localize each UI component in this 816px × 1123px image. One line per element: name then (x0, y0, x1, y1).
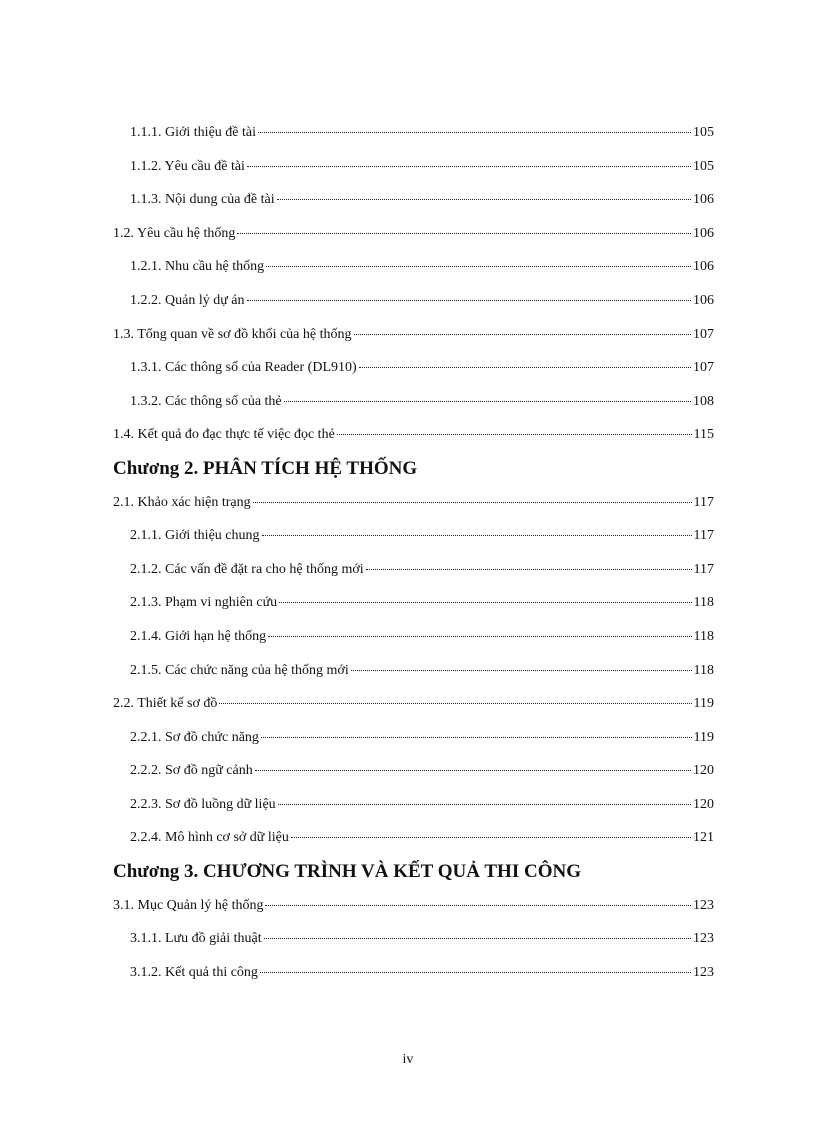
dot-leader (219, 703, 691, 704)
toc-entry-page: 119 (693, 729, 714, 745)
toc-entry-title: 2.2. Thiết kế sơ đồ (113, 696, 218, 712)
toc-entry-page: 106 (693, 225, 714, 241)
dot-leader (247, 166, 691, 167)
dot-leader (266, 266, 691, 267)
dot-leader (255, 770, 691, 771)
dot-leader (237, 233, 691, 234)
toc-entry (113, 687, 714, 721)
dot-leader (366, 569, 692, 570)
toc-entry-title: 1.2.1. Nhu cầu hệ thống (130, 259, 265, 275)
toc-entry (113, 721, 714, 755)
toc-entry-page: 119 (693, 696, 714, 712)
toc-entry (113, 116, 714, 150)
toc-entry-title: 2.1.4. Giới hạn hệ thống (130, 628, 267, 644)
toc-entry-title: 1.1.2. Yêu cầu đề tài (130, 158, 245, 174)
toc-entry-page: 106 (693, 192, 714, 208)
dot-leader (268, 636, 691, 637)
dot-leader (260, 972, 691, 973)
toc-entry-page: 108 (693, 393, 714, 409)
table-of-contents (113, 116, 714, 989)
page-number: iv (402, 1052, 414, 1067)
toc-entry (113, 519, 714, 553)
toc-entry-page: 117 (693, 528, 714, 544)
toc-entry-page: 118 (693, 595, 714, 611)
toc-entry-title: 2.1. Khảo xác hiện trạng (113, 494, 251, 510)
toc-entry (113, 754, 714, 788)
toc-entry-title: 2.1.2. Các vấn đề đặt ra cho hệ thống mới (130, 561, 364, 577)
toc-entry-page: 117 (693, 561, 714, 577)
toc-entry-page: 105 (693, 125, 714, 140)
toc-entry-page: 121 (693, 830, 714, 846)
toc-entry (113, 486, 714, 520)
toc-entry (113, 183, 714, 217)
dot-leader (351, 670, 692, 671)
toc-entry-page: 123 (693, 964, 714, 980)
dot-leader (359, 367, 691, 368)
toc-entry-page: 118 (693, 662, 714, 678)
toc-entry-title: 2.1.3. Phạm vi nghiên cứu (130, 595, 278, 611)
toc-entry (113, 889, 714, 923)
toc-entry-title: 2.1.5. Các chức năng của hệ thống mới (130, 662, 349, 678)
dot-leader (284, 401, 691, 402)
toc-entry (113, 250, 714, 284)
toc-entry-page: 106 (693, 292, 714, 308)
toc-entry-title: 1.3. Tổng quan về sơ đồ khối của hệ thống (113, 326, 352, 342)
toc-entry-title: 1.4. Kết quả đo đạc thực tế việc đọc thẻ (113, 427, 335, 443)
toc-entry (113, 217, 714, 251)
toc-entry-page: 120 (693, 763, 714, 779)
toc-entry-title: 2.2.3. Sơ đồ luồng dữ liệu (130, 796, 276, 812)
toc-entry-title: 1.2. Yêu cầu hệ thống (113, 225, 236, 241)
toc-entry-title: 3.1.1. Lưu đồ giải thuật (130, 931, 262, 947)
toc-entry (113, 821, 714, 855)
toc-entry (113, 922, 714, 956)
toc-entry-title: 2.2.4. Mô hình cơ sở dữ liệu (130, 830, 289, 846)
toc-entry-page: 117 (693, 494, 714, 510)
toc-entry (113, 284, 714, 318)
toc-entry (113, 351, 714, 385)
toc-entry-page: 123 (693, 931, 714, 947)
toc-entry (113, 418, 714, 452)
dot-leader (277, 199, 691, 200)
dot-leader (354, 334, 692, 335)
chapter-heading: Chương 2. PHÂN TÍCH HỆ THỐNG (113, 457, 418, 479)
toc-entry-title: 1.2.2. Quản lý dự án (130, 292, 245, 308)
dot-leader (291, 837, 691, 838)
toc-entry-title: 2.2.1. Sơ đồ chức năng (130, 729, 259, 745)
toc-entry-title: 3.1.2. Kết quả thi công (130, 964, 258, 980)
toc-entry (113, 620, 714, 654)
toc-entry-title: 2.2.2. Sơ đồ ngữ cảnh (130, 763, 253, 779)
toc-entry-page: 118 (693, 628, 714, 644)
toc-entry (113, 553, 714, 587)
toc-entry-title: 3.1. Mục Quản lý hệ thống (113, 897, 264, 913)
toc-entry-title: 1.1.3. Nội dung của đề tài (130, 192, 275, 208)
dot-leader (253, 502, 692, 503)
toc-entry (113, 150, 714, 184)
toc-entry-title: 1.1.1. Giới thiệu đề tài (130, 125, 256, 140)
dot-leader (265, 905, 691, 906)
toc-entry-page: 105 (693, 158, 714, 174)
dot-leader (264, 938, 691, 939)
toc-entry-page: 120 (693, 796, 714, 812)
dot-leader (258, 132, 691, 133)
toc-entry-title: 1.3.2. Các thông số của thẻ (130, 393, 282, 409)
toc-entry-page: 107 (693, 360, 714, 376)
dot-leader (278, 804, 691, 805)
toc-entry (113, 318, 714, 352)
dot-leader (247, 300, 691, 301)
dot-leader (279, 602, 691, 603)
toc-entry (113, 586, 714, 620)
toc-entry (113, 654, 714, 688)
toc-entry-page: 106 (693, 259, 714, 275)
toc-entry (113, 788, 714, 822)
toc-entry-page: 107 (693, 326, 714, 342)
dot-leader (262, 535, 692, 536)
toc-entry (113, 956, 714, 990)
dot-leader (261, 737, 692, 738)
toc-entry (113, 385, 714, 419)
dot-leader (337, 434, 692, 435)
toc-entry-page: 123 (693, 897, 714, 913)
toc-entry-title: 2.1.1. Giới thiệu chung (130, 528, 260, 544)
toc-entry-title: 1.3.1. Các thông số của Reader (DL910) (130, 360, 357, 376)
toc-entry-page: 115 (693, 427, 714, 443)
chapter-heading: Chương 3. CHƯƠNG TRÌNH VÀ KẾT QUẢ THI CÔNG (113, 861, 581, 883)
